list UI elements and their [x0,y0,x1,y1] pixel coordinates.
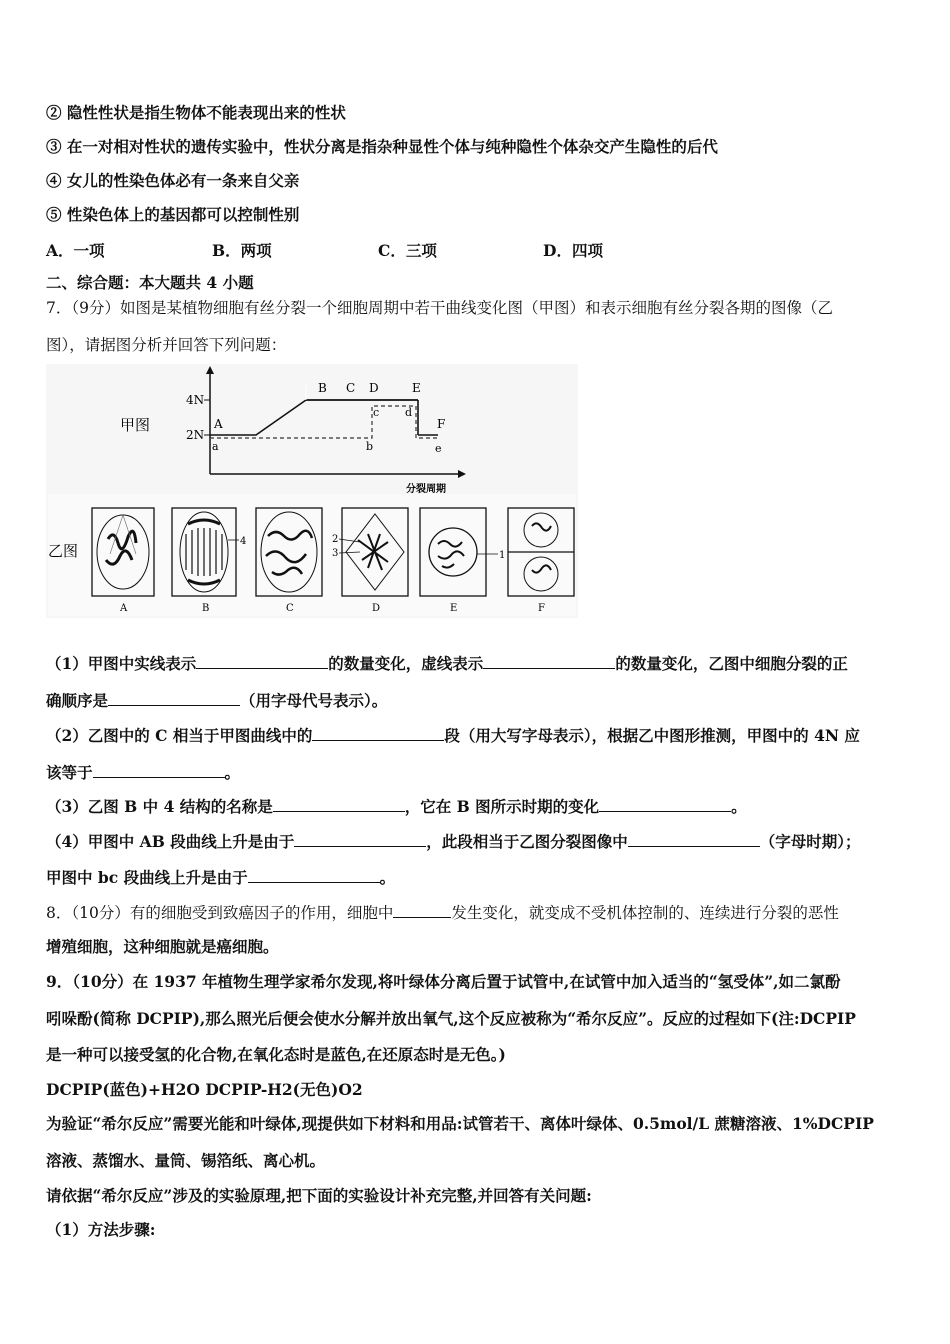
q7-stem-line1: 7．（9分）如图是某植物细胞有丝分裂一个细胞周期中若干曲线变化图（甲图）和表示细胞有丝分裂各期的图像（乙 [46,299,833,317]
cell-label-D: D [372,603,381,614]
letter-e: e [435,442,442,455]
q9-line5: 为验证“希尔反应”需要光能和叶绿体,现提供如下材料和用品:试管若干、离体叶绿体、0.5mol/L 蔗糖溶液、1%DCPIP [46,1114,874,1133]
jia-label: 甲图 [120,416,151,434]
q9-line1: 9．（10分）在 1937 年植物生理学家希尔发现,将叶绿体分离后置于试管中,在试管中加入适当的“氢受体”,如二氯酚 [46,972,841,991]
letter-b: b [366,440,374,453]
blank[interactable] [248,866,380,883]
letter-A: A [214,417,223,431]
blank[interactable] [483,652,615,669]
letter-c: c [373,406,380,419]
q7-p4-line2: 甲图中 bc 段曲线上升是由于 。 [46,868,396,887]
marker-3: 3 [332,548,339,559]
section-heading: 二、综合题：本大题共 4 小题 [46,273,254,292]
yi-label: 乙图 [48,542,79,560]
q8-line1: 8．（10分）有的细胞受到致癌因子的作用，细胞中 发生变化，就变成不受机体控制的、连续进行分裂的恶性 [46,901,839,923]
letter-F: F [437,417,446,431]
blank[interactable] [294,830,426,847]
q7-p3: （3）乙图 B 中 4 结构的名称是 ，它在 B 图所示时期的变化 。 [46,797,747,816]
q9-line3: 是一种可以接受氢的化合物,在氧化态时是蓝色,在还原态时是无色。) [46,1045,506,1064]
option-b: B．两项 [212,241,272,260]
option-a: A．一项 [46,241,105,260]
q7-stem-line2: 图），请据图分析并回答下列问题： [46,336,287,354]
blank[interactable] [628,830,760,847]
option-d: D．四项 [543,241,603,260]
letter-a: a [212,440,219,453]
blank[interactable] [93,761,225,778]
q7-p1-line1: （1）甲图中实线表示 的数量变化，虚线表示 的数量变化，乙图中细胞分裂的正 [46,654,848,673]
statement-2: ② 隐性性状是指生物体不能表现出来的性状 [46,103,346,122]
option-c: C．三项 [378,241,437,260]
q9-line2: 吲哚酚(简称 DCPIP),那么照光后便会使水分解并放出氧气,这个反应被称为“希尔反应”。反应的过程如下(注:DCPIP [46,1009,856,1028]
y-label-4n: 4N [186,393,205,407]
letter-E: E [412,381,421,395]
q7-p1-line2: 确顺序是 （用字母代号表示）。 [46,691,388,710]
x-axis-label: 分裂周期 [406,484,446,495]
blank[interactable] [393,901,451,918]
q9-reaction: DCPIP(蓝色)+H2O DCPIP-H2(无色)O2 [46,1080,363,1099]
letter-B: B [318,381,327,395]
cell-label-C: C [286,603,294,614]
statement-5: ⑤ 性染色体上的基因都可以控制性别 [46,205,300,224]
statement-3: ③ 在一对相对性状的遗传实验中，性状分离是指杂种显性个体与纯种隐性个体杂交产生隐性的后代 [46,137,718,156]
q9-line7: 请依据“希尔反应”涉及的实验原理,把下面的实验设计补充完整,并回答有关问题: [46,1186,592,1205]
blank[interactable] [312,724,444,741]
q7-p2-line1: （2）乙图中的 C 相当于甲图曲线中的 段（用大写字母表示），根据乙中图形推测，甲图中的 4N 应 [46,726,860,745]
q7-figure [46,364,578,618]
blank[interactable] [196,652,328,669]
blank[interactable] [108,689,240,706]
letter-D: D [369,381,379,395]
statement-4: ④ 女儿的性染色体必有一条来自父亲 [46,171,300,190]
cell-label-E: E [450,603,458,614]
cell-label-B: B [202,603,210,614]
q7-p2-line2: 该等于 。 [46,763,241,782]
cell-label-A: A [120,603,128,614]
blank[interactable] [599,795,731,812]
letter-C: C [346,381,356,395]
q8-line2: 增殖细胞，这种细胞就是癌细胞。 [46,937,279,956]
marker-2: 2 [332,534,339,545]
q9-line6: 溶液、蒸馏水、量筒、锡箔纸、离心机。 [46,1151,326,1170]
cell-label-F: F [538,603,545,614]
q9-line8: （1）方法步骤: [46,1220,156,1239]
letter-d: d [405,406,413,419]
q7-p4-line1: （4）甲图中 AB 段曲线上升是由于 ，此段相当于乙图分裂图像中 （字母时期）； [46,832,861,851]
marker-1: 1 [499,550,506,561]
blank[interactable] [273,795,405,812]
y-label-2n: 2N [186,428,205,442]
marker-4: 4 [240,536,247,547]
